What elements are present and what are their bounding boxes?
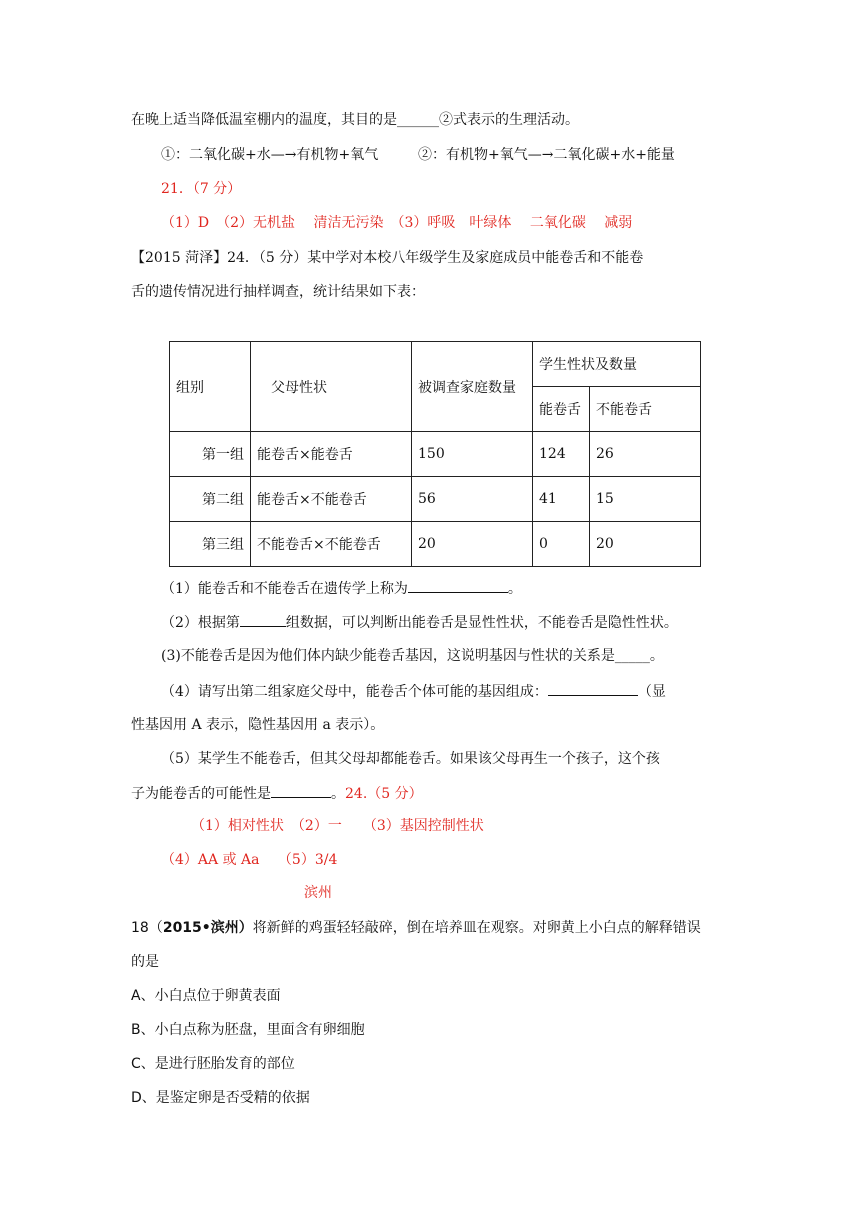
answer24-line2: （4）AA 或 Aa （5）3/4 <box>161 852 338 868</box>
header-families: 被调查家庭数量 <box>412 342 533 432</box>
q24-sub5: （5）某学生不能卷舌，但其父母却都能卷舌。如果该父母再生一个孩子，这个孩 <box>161 751 660 767</box>
answer-blank[interactable] <box>408 578 508 593</box>
equation-respiration: ②：有机物+氧气—→二氧化碳+水+能量 <box>418 147 675 163</box>
option-c: C、是进行胚胎发育的部位 <box>131 1056 295 1072</box>
answer-blank[interactable] <box>240 612 286 627</box>
answer21-heading: 21．（7 分） <box>161 181 242 197</box>
row-group: 第二组 <box>170 477 251 522</box>
q24-intro-cont: 舌的遗传情况进行抽样调查，统计结果如下表： <box>131 284 425 300</box>
row-cannot: 20 <box>590 522 701 567</box>
header-cannot-roll: 不能卷舌 <box>590 387 701 432</box>
row-can: 41 <box>533 477 590 522</box>
q24-sub4-cont: 性基因用 A 表示，隐性基因用 a 表示）。 <box>131 717 385 733</box>
row-families: 150 <box>412 432 533 477</box>
prev-answer-line: 在晚上适当降低温室棚内的温度，其目的是______②式表示的生理活动。 <box>131 112 579 128</box>
option-a: A、小白点位于卵黄表面 <box>131 988 281 1004</box>
row-can: 124 <box>533 432 590 477</box>
answer21-body: （1）D （2）无机盐 清洁无污染 （3）呼吸 叶绿体 二氧化碳 减弱 <box>161 215 633 231</box>
header-parents: 父母性状 <box>251 342 412 432</box>
row-group: 第三组 <box>170 522 251 567</box>
q24-sub2: （2）根据第 组数据，可以判断出能卷舌是显性性状，不能卷舌是隐性性状。 <box>161 612 678 633</box>
row-families: 56 <box>412 477 533 522</box>
header-students: 学生性状及数量 <box>533 342 701 387</box>
answer-blank[interactable] <box>271 783 331 798</box>
q24-sub5-cont: 子为能卷舌的可能性是 。24.（5 分） <box>131 783 423 804</box>
q18-stem: 18（2015•滨州）将新鲜的鸡蛋轻轻敲碎，倒在培养皿在观察。对卵黄上小白点的解释错误 <box>131 920 701 936</box>
option-d: D、是鉴定卵是否受精的依据 <box>131 1090 310 1106</box>
answer-blank[interactable] <box>548 681 638 696</box>
table-row <box>170 477 701 522</box>
row-parents: 能卷舌×能卷舌 <box>251 432 412 477</box>
q24-sub1: （1）能卷舌和不能卷舌在遗传学上称为 。 <box>161 578 522 599</box>
table-row <box>170 522 701 567</box>
table-row <box>170 432 701 477</box>
equation-photosynthesis: ①：二氧化碳+水—→有机物+氧气 <box>161 147 379 163</box>
q24-sub3: (3)不能卷舌是因为他们体内缺少能卷舌基因，这说明基因与性状的关系是_____。 <box>161 648 664 664</box>
answer24-line1: （1）相对性状 （2）一 （3）基因控制性状 <box>191 818 484 834</box>
header-group: 组别 <box>170 342 251 432</box>
row-families: 20 <box>412 522 533 567</box>
row-group: 第一组 <box>170 432 251 477</box>
row-parents: 不能卷舌×不能卷舌 <box>251 522 412 567</box>
row-can: 0 <box>533 522 590 567</box>
answer24-heading: 24.（5 分） <box>345 786 423 802</box>
row-cannot: 26 <box>590 432 701 477</box>
survey-table <box>169 341 701 567</box>
row-parents: 能卷舌×不能卷舌 <box>251 477 412 522</box>
q24-intro: 【2015 菏泽】24．（5 分）某中学对本校八年级学生及家庭成员中能卷舌和不能卷 <box>131 250 644 266</box>
option-b: B、小白点称为胚盘，里面含有卵细胞 <box>131 1022 365 1038</box>
header-can-roll: 能卷舌 <box>533 387 590 432</box>
q24-sub4: （4）请写出第二组家庭父母中，能卷舌个体可能的基因组成： （显 <box>161 681 666 702</box>
section-title: 滨州 <box>304 885 332 901</box>
q18-stem-cont: 的是 <box>131 954 159 970</box>
row-cannot: 15 <box>590 477 701 522</box>
